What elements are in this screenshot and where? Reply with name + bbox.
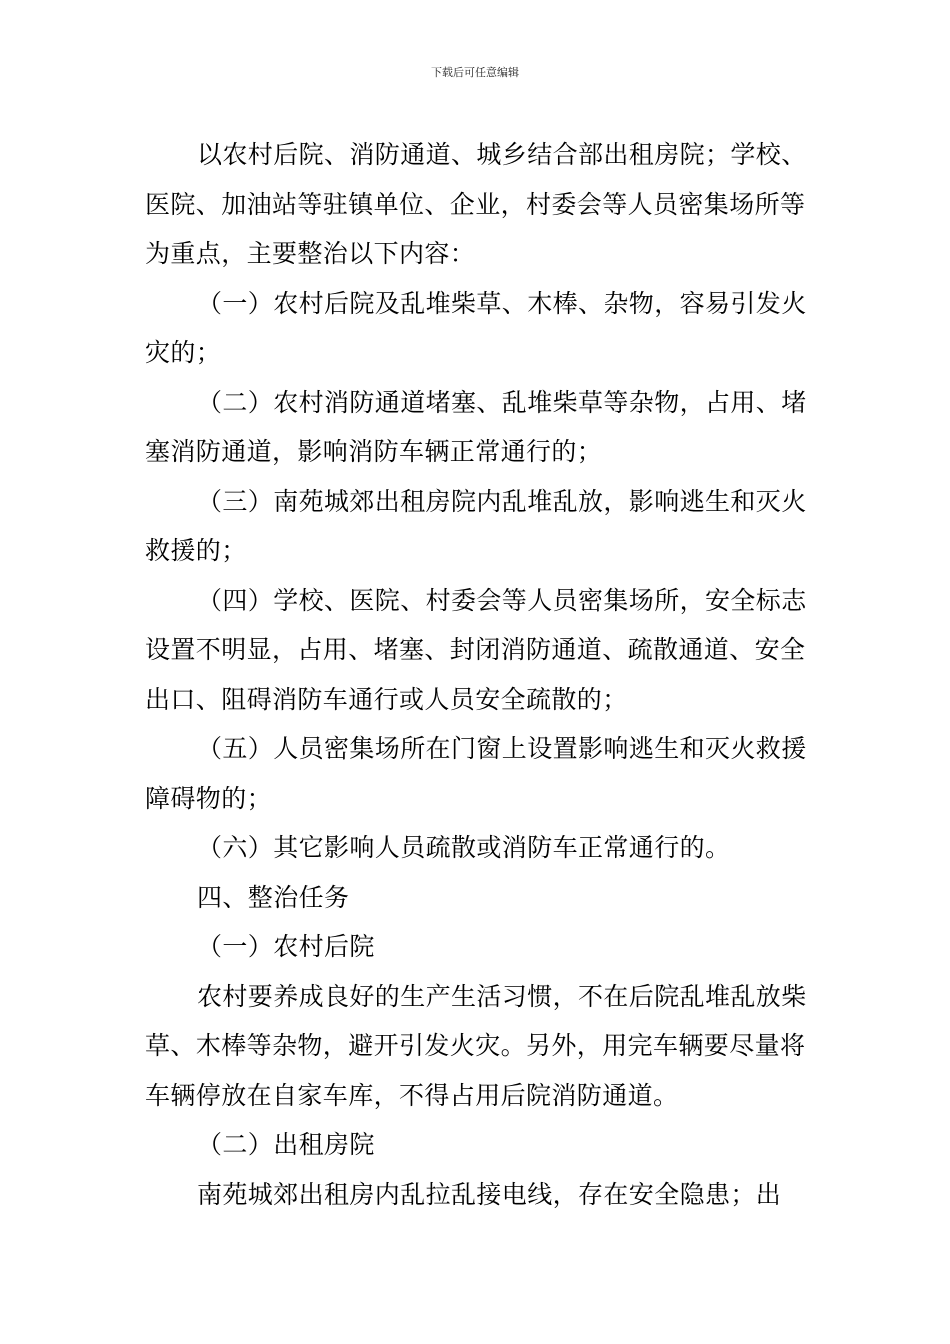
section-heading-tasks: 四、整治任务	[197, 882, 350, 912]
paragraph-rental-housing: 南苑城郊出租房内乱拉乱接电线，存在安全隐患；出	[197, 1179, 782, 1209]
subheading-rural-backyard: （一）农村后院	[197, 932, 375, 961]
subheading-rental-housing: （二）出租房院	[197, 1130, 375, 1159]
page-header: 下载后可任意编辑	[431, 66, 519, 79]
paragraph-rural-backyard: 农村要养成良好的生产生活习惯，不在后院乱堆乱放柴草、木棒等杂物，避开引发火灾。另外，用完车辆要尽量将车辆停放在自家车库，不得占用后院消防通道。	[145, 981, 807, 1110]
document-body	[145, 130, 810, 1219]
paragraph-item-6: （六）其它影响人员疏散或消防车正常通行的。	[197, 833, 731, 862]
paragraph-item-4: （四）学校、医院、村委会等人员密集场所，安全标志设置不明显，占用、堵塞、封闭消防通道、疏散通道、安全出口、阻碍消防车通行或人员安全疏散的；	[145, 585, 807, 714]
paragraph-intro: 以农村后院、消防通道、城乡结合部出租房院；学校、医院、加油站等驻镇单位、企业，村委会等人员密集场所等为重点，主要整治以下内容：	[145, 140, 807, 268]
paragraph-item-1: （一）农村后院及乱堆柴草、木棒、杂物，容易引发火灾的；	[145, 288, 807, 367]
paragraph-item-5: （五）人员密集场所在门窗上设置影响逃生和灭火救援障碍物的；	[145, 734, 807, 813]
paragraph-item-3: （三）南苑城郊出租房院内乱堆乱放，影响逃生和灭火救援的；	[145, 486, 807, 565]
paragraph-item-2: （二）农村消防通道堵塞、乱堆柴草等杂物，占用、堵塞消防通道，影响消防车辆正常通行的；	[145, 387, 807, 466]
